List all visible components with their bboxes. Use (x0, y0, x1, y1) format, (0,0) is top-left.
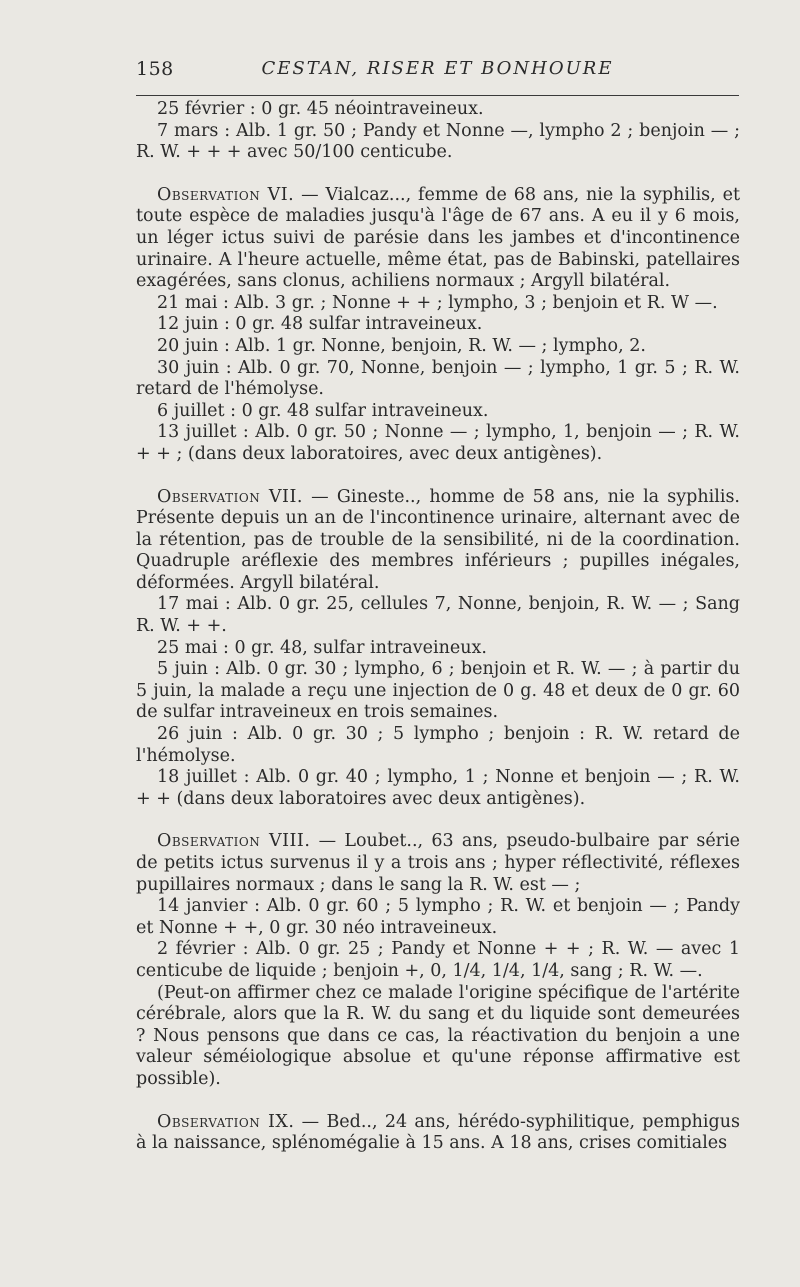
observation-text: — Bed.., 24 ans, hérédo-syphilitique, pemphigus à la naissance, splénomégalie à 15 ans. A 18 ans, crises comitiales (136, 1111, 740, 1154)
header-rule (136, 95, 739, 96)
observation-heading: Observation VII. (157, 486, 303, 507)
running-title: CESTAN, RISER ET BONHOURE (261, 58, 614, 79)
observation-vi (136, 185, 740, 293)
paragraph: 2 février : Alb. 0 gr. 25 ; Pandy et Nonne + + ; R. W. — avec 1 centicube de liquide ; benjoin +, 0, 1/4, 1/4, 1/4, sang ; R. W. —. (136, 939, 740, 981)
paragraph: 25 mai : 0 gr. 48, sulfar intraveineux. (157, 637, 487, 658)
observation-heading: Observation VIII. (157, 831, 311, 852)
paragraph: 6 juillet : 0 gr. 48 sulfar intraveineux. (157, 400, 489, 421)
paragraph: 26 juin : Alb. 0 gr. 30 ; 5 lympho ; benjoin : R. W. retard de l'hémolyse. (136, 724, 740, 766)
paragraph: 7 mars : Alb. 1 gr. 50 ; Pandy et Nonne —, lympho 2 ; benjoin — ; R. W. + + + avec 50/100 centicube. (136, 120, 740, 163)
paragraph: 5 juin : Alb. 0 gr. 30 ; lympho, 6 ; benjoin et R. W. — ; à partir du 5 juin, la malade a reçu une injection de 0 g. 48 et deux de 0 gr. 60 de sulfar intraveineux en trois semaines. (136, 659, 740, 723)
observation-vii (136, 487, 740, 595)
paragraph: 14 janvier : Alb. 0 gr. 60 ; 5 lympho ; R. W. et benjoin — ; Pandy et Nonne + +, 0 gr. 30 néo intraveineux. (136, 896, 740, 938)
paragraph: 20 juin : Alb. 1 gr. Nonne, benjoin, R. W. — ; lympho, 2. (157, 335, 646, 356)
paragraph: 30 juin : Alb. 0 gr. 70, Nonne, benjoin — ; lympho, 1 gr. 5 ; R. W. retard de l'hémolyse. (136, 357, 740, 400)
observation-heading: Observation VI. (157, 184, 295, 205)
observation-text: — Vialcaz..., femme de 68 ans, nie la syphilis, et toute espèce de maladies jusqu'à l'âge de 67 ans. A eu il y 6 mois, un léger ictus suivi de parésie dans les jambes et d'incontinence urinaire. A l'heure actuelle, même état, pas de Babinski, patellaires exagérées, sans clonus, achiliens normaux ; Argyll bilatéral. (136, 184, 741, 292)
body-text (136, 99, 740, 1155)
page-number: 158 (136, 58, 174, 80)
paragraph: 12 juin : 0 gr. 48 sulfar intraveineux. (157, 314, 483, 335)
observation-text: — Loubet.., 63 ans, pseudo-bulbaire par série de petits ictus survenus il y a trois ans ; hyper réflectivité, réflexes pupillaires normaux ; dans le sang la R. W. est — ; (136, 831, 740, 895)
paragraph: 17 mai : Alb. 0 gr. 25, cellules 7, Nonne, benjoin, R. W. — ; Sang R. W. + +. (136, 594, 740, 637)
paragraph: 13 juillet : Alb. 0 gr. 50 ; Nonne — ; lympho, 1, benjoin — ; R. W. + + ; (dans deux laboratoires, avec deux antigènes). (136, 422, 740, 464)
observation-viii (136, 831, 740, 896)
paragraph: 18 juillet : Alb. 0 gr. 40 ; lympho, 1 ; Nonne et benjoin — ; R. W. + + (dans deux laboratoires avec deux antigènes). (136, 767, 740, 809)
observation-heading: Observation IX. (157, 1111, 295, 1132)
observation-text: — Gineste.., homme de 58 ans, nie la syphilis. Présente depuis un an de l'incontinence urinaire, alternant avec de la rétention, pas de trouble de la sensibilité, ni de la coordination. Quadruple aréflexie des membres inférieurs ; pupilles inégales, déformées. Argyll bilatéral. (136, 486, 740, 593)
paragraph: 21 mai : Alb. 3 gr. ; Nonne + + ; lympho, 3 ; benjoin et R. W —. (157, 292, 718, 313)
paragraph: (Peut-on affirmer chez ce malade l'origine spécifique de l'artérite cérébrale, alors que la R. W. du sang et du liquide sont demeurées ? Nous pensons que dans ce cas, la réactivation du benjoin a une valeur séméiologique absolue et qu'une réponse affirmative est possible). (136, 982, 740, 1089)
paragraph: 25 février : 0 gr. 45 néointraveineux. (157, 99, 484, 119)
page-header (136, 58, 739, 92)
observation-ix (136, 1112, 740, 1155)
